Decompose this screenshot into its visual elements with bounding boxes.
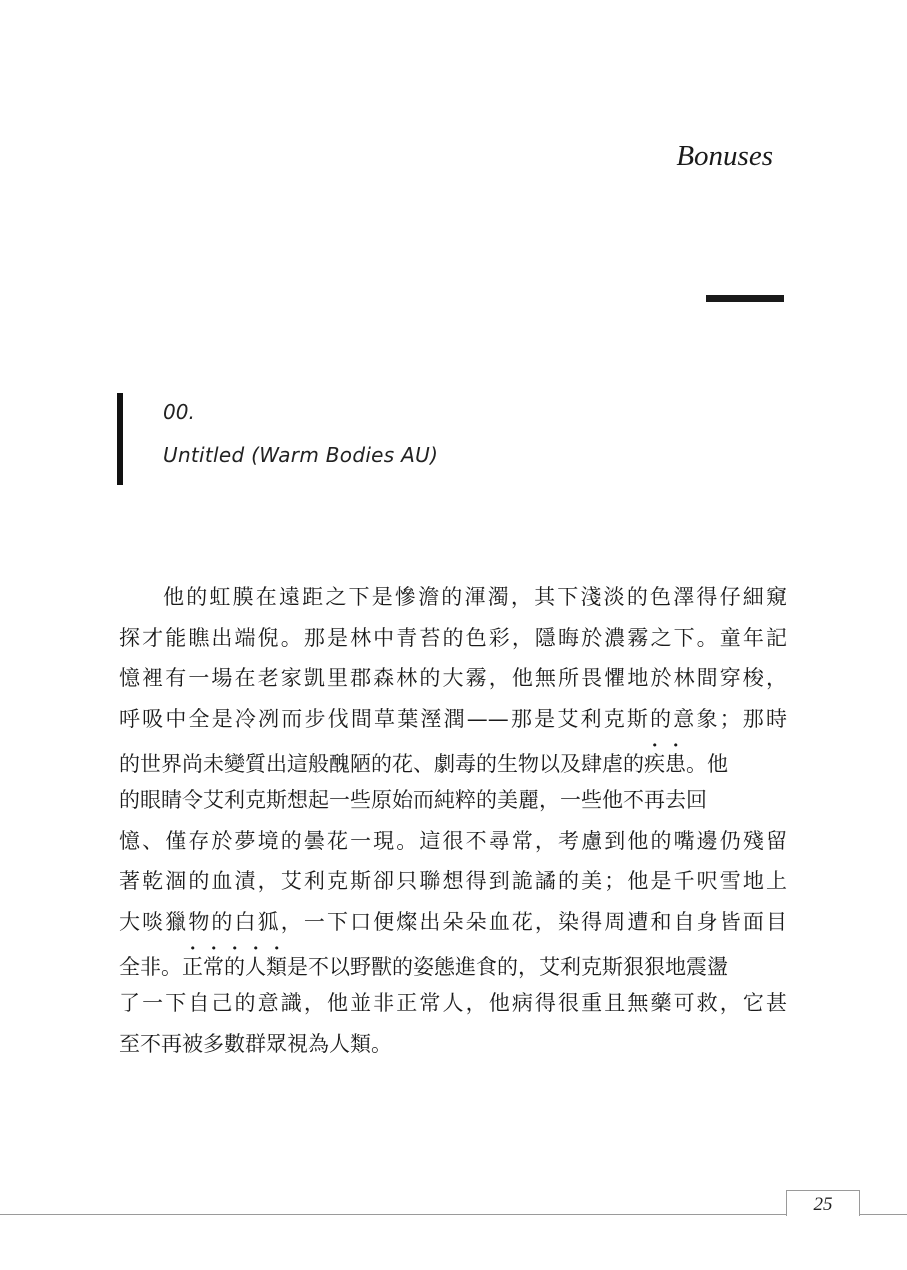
page-number: 25 (813, 1194, 833, 1215)
text-line: 了一下自己的意識，他並非正常人，他病得很重且無藥可救，它甚 (119, 990, 787, 1015)
body-text (119, 577, 787, 1064)
emphasized-text: 正常的人類 (182, 955, 287, 980)
text-segment: 全非。 (119, 955, 182, 980)
text-line: 至不再被多數群眾視為人類。 (119, 1031, 392, 1056)
chapter-title: Untitled (Warm Bodies AU) (163, 443, 439, 467)
chapter-bar (117, 393, 123, 485)
text-segment: 。他 (686, 752, 728, 777)
text-line (119, 942, 787, 983)
text-line: 大啖獵物的白狐，一下口便燦出朵朵血花，染得周遭和自身皆面目 (119, 909, 787, 934)
text-line: 呼吸中全是冷冽而步伐間草葉溼潤——那是艾利克斯的意象；那時 (119, 706, 787, 731)
text-line (119, 739, 787, 780)
title-rule (706, 295, 784, 302)
text-line: 憶裡有一場在老家凱里郡森林的大霧，他無所畏懼地於林間穿梭， (119, 666, 787, 691)
text-line: 著乾涸的血漬，艾利克斯卻只聯想得到詭譎的美；他是千呎雪地上 (119, 869, 787, 894)
footer-rule (0, 1214, 907, 1215)
text-line: 他的虹膜在遠距之下是慘澹的渾濁，其下淺淡的色澤得仔細窺 (163, 585, 787, 609)
text-line: 憶、僅存於夢境的曇花一現。這很不尋常，考慮到他的嘴邊仍殘留 (119, 828, 787, 853)
section-title: Bonuses (676, 140, 773, 172)
text-line: 的眼睛令艾利克斯想起一些原始而純粹的美麗，一些他不再去回 (119, 787, 707, 812)
text-line: 探才能瞧出端倪。那是林中青苔的色彩，隱晦於濃霧之下。童年記 (119, 625, 787, 650)
chapter-number: 00. (163, 400, 195, 424)
emphasized-text: 疾患 (644, 752, 686, 777)
text-segment: 的世界尚未變質出這般醜陋的花、劇毒的生物以及肆虐的 (119, 752, 644, 777)
text-segment: 是不以野獸的姿態進食的，艾利克斯狠狠地震盪 (287, 955, 728, 980)
